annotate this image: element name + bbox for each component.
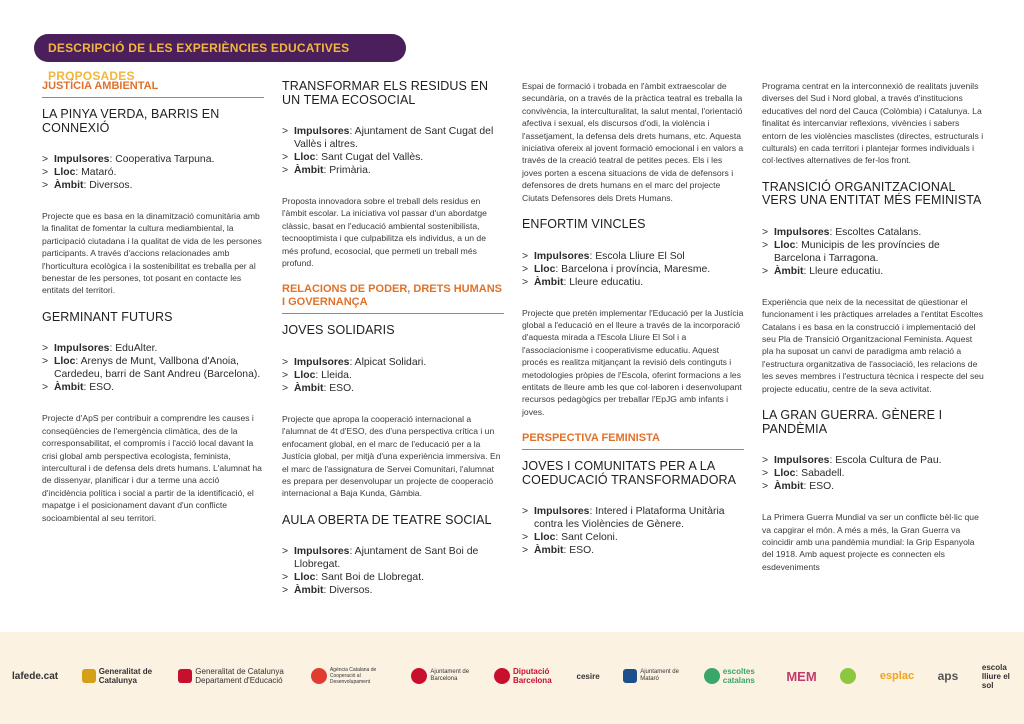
logo-accd bbox=[311, 667, 388, 685]
promoters-item bbox=[522, 505, 744, 531]
place-label: Lloc bbox=[294, 152, 316, 163]
partner-logos bbox=[12, 660, 1016, 692]
promoters-label: Impulsores bbox=[294, 546, 350, 558]
place-label: Lloc bbox=[774, 239, 796, 251]
experience-description: Projecte que apropa la cooperació internacional a l'alumnat de 4t d'ESO, des d'una perspectiva crítica i un enfocament global, en el marc de l'educació per a la Justícia global, per mitjà d'una experiència immersiva. En el marc de l'assignatura de Servei Comunitari, l'alumnat es prepara per desenvolupar un projecte de cooperació internacional a Baja Kunda, Gàmbia. bbox=[282, 413, 501, 499]
experience-la-pinya-verda bbox=[42, 108, 264, 297]
scope-value: : ESO. bbox=[563, 545, 595, 557]
place-label: Lloc bbox=[54, 167, 76, 178]
column-1 bbox=[42, 80, 264, 538]
place-label: Lloc bbox=[294, 572, 316, 584]
logo-text: Generalitat de Catalunya bbox=[98, 667, 153, 685]
promoters-label: Impulsores bbox=[294, 356, 350, 368]
promoters-value: : Cooperativa Tarpuna. bbox=[109, 154, 215, 165]
accd-icon bbox=[311, 668, 327, 684]
promoters-value: : Ajuntament de Sant Cugat del Vallès i altres. bbox=[294, 126, 494, 150]
scope-label: Àmbit bbox=[54, 180, 84, 191]
experience-joves-comunitats bbox=[522, 460, 744, 557]
scope-label: Àmbit bbox=[294, 585, 324, 597]
scope-value: : Lleure educatiu. bbox=[803, 265, 884, 277]
scope-label: Àmbit bbox=[294, 382, 324, 394]
logo-text: aps bbox=[937, 668, 959, 683]
scope-item bbox=[282, 382, 504, 395]
promoters-item bbox=[762, 454, 984, 467]
promoters-label: Impulsores bbox=[294, 126, 350, 137]
logo-generalitat bbox=[82, 667, 155, 685]
scope-label: Àmbit bbox=[774, 265, 804, 277]
column-3 bbox=[522, 80, 744, 575]
logo-text: lafede.cat bbox=[12, 670, 59, 682]
experience-title: GERMINANT FUTURS bbox=[42, 309, 173, 324]
logo-lafede bbox=[12, 672, 58, 681]
experience-title: AULA OBERTA DE TEATRE SOCIAL bbox=[282, 512, 492, 527]
place-item bbox=[522, 263, 744, 276]
experience-meta bbox=[282, 356, 504, 395]
scope-value: : Lleure educatiu. bbox=[563, 276, 644, 288]
place-value: : Lleida. bbox=[315, 369, 352, 381]
place-item bbox=[42, 355, 264, 381]
promoters-value: : Escoltes Catalans. bbox=[829, 226, 922, 238]
logo-cesire bbox=[577, 672, 600, 681]
experience-title: TRANSICIÓ ORGANITZACIONAL VERS UNA ENTITAT MÉS FEMINISTA bbox=[762, 179, 982, 208]
scope-label: Àmbit bbox=[774, 481, 804, 493]
promoters-label: Impulsores bbox=[774, 455, 830, 467]
diputacio-icon bbox=[494, 668, 510, 684]
place-item bbox=[522, 531, 744, 544]
place-value: : Barcelona i província, Maresme. bbox=[555, 263, 711, 275]
experience-meta bbox=[762, 454, 984, 493]
experience-description: Projecte d'ApS per contribuir a comprendre les causes i conseqüències de l'emergència climàtica, des de la corresponsabilitat, el compromís i l'acció local davant la crisi global amb perspectiva ecologista, feminista, intercultural i de defensa dels drets humans. L'alumnat ha de dissenyar, planificar i dur a terme una acció d'incidència política i social a partir de la identificació, el mapatge i el posicionament davant d'un conflicte socioambiental al seu territori. bbox=[42, 413, 262, 523]
place-value: : Sant Cugat del Vallès. bbox=[315, 152, 424, 163]
logo-escoltes bbox=[704, 667, 763, 685]
experience-description: Projecte que es basa en la dinamització comunitària amb la finalitat de fomentar la cultura mediambiental, la participació ciutadana i la qualitat de vida de les persones participants. A través d'accions relacionades amb l'horticultura ecològica i la sostenibilitat es treballa per al benestar de les persones, tot posant en contacte les entitats del territori. bbox=[42, 211, 262, 296]
experience-description-continued: Espai de formació i trobada en l'àmbit extraescolar de secundària, on a través de la pràctica teatral es treballa la convivència, la interculturalitat, la salut mental, l'orientació afectiva i sexual, els discursos d'odi, la violència i l'assetjament, la defensa dels drets humans, etc. Aquesta iniciativa ofereix al jovent formació emocional i en valors a través de la creació teatral de petites peces. Els i les joves porten a escena situacions de vida de defensors i defensores de drets humans en el marc del projecte Ciutats Defensores dels Drets Humans. bbox=[522, 81, 744, 203]
experience-enfortim-vincles bbox=[522, 218, 744, 418]
experience-description: Projecte que pretén implementar l'Educació per la Justícia global a l'educació en el lleure a través de la incorporació d'aquesta mirada a l'Escola Lliure El Sol i a l'associacionisme i cooperativisme educatiu. Aquest procés es realitza mitjançant la revisió dels continguts i metodologies pròpies de l'Escola, oferint formacions a les entitats de lleure amb les que col·laboren i desenvolupant recursos pedagògics per treballar l'EpJG amb infants i joves. bbox=[522, 307, 744, 417]
experience-germinant-futurs bbox=[42, 311, 264, 524]
place-label: Lloc bbox=[54, 356, 76, 368]
logo-text: Generalitat de Catalunya Departament d'Educació bbox=[195, 667, 284, 685]
experience-transicio-organitzacional bbox=[762, 181, 984, 395]
section-heading: PERSPECTIVA FEMINISTA bbox=[522, 432, 744, 450]
promoters-item bbox=[282, 356, 504, 369]
shield-icon bbox=[623, 669, 637, 683]
place-label: Lloc bbox=[774, 468, 796, 480]
experience-description: Experiència que neix de la necessitat de qüestionar el funcionament i les pràctiques arrelades a l'entitat Escoltes Catalans i es basa en la construcció i implementació del seu Pla de Transició Organitzacional Feminista. Aquest pla ha suposat un canvi de paradigma amb relació a l'estructura organitzativa de l'associació, les relacions de les seves membres i l'estructura tècnica i respecte del seu projecte educatiu, centre de la seva activitat. bbox=[762, 296, 984, 394]
logo-text: esplac bbox=[879, 669, 915, 682]
scope-item bbox=[282, 584, 504, 597]
logo-departament-educacio bbox=[178, 667, 287, 685]
flower-icon bbox=[840, 668, 856, 684]
place-label: Lloc bbox=[534, 532, 556, 544]
experience-meta bbox=[282, 125, 504, 177]
logo-text: Agència Catalana de Cooperació al Desenvolupament bbox=[329, 667, 377, 685]
place-value: : Municipis de les províncies de Barcelona i Tarragona. bbox=[774, 239, 940, 264]
experience-meta bbox=[282, 545, 504, 597]
scope-item bbox=[762, 480, 984, 493]
section-heading: RELACIONS DE PODER, DRETS HUMANS I GOVERNANÇA bbox=[282, 283, 504, 314]
promoters-item bbox=[282, 125, 504, 151]
logo-text: Ajuntament de Barcelona bbox=[430, 669, 470, 682]
place-value: : Arenys de Munt, Vallbona d'Anoia, Cardedeu, barri de Sant Andreu (Barcelona). bbox=[54, 356, 261, 381]
experience-title: ENFORTIM VINCLES bbox=[522, 217, 646, 232]
column-4 bbox=[762, 80, 984, 587]
scope-value: : Primària. bbox=[323, 165, 371, 176]
scope-value: : Diversos. bbox=[83, 180, 133, 191]
scope-value: : ESO. bbox=[83, 382, 115, 394]
flag-icon bbox=[82, 669, 96, 683]
promoters-label: Impulsores bbox=[774, 226, 830, 238]
experience-aula-oberta bbox=[282, 514, 504, 598]
promoters-value: : EduAlter. bbox=[109, 343, 158, 355]
scope-value: : ESO. bbox=[323, 382, 355, 394]
experience-meta bbox=[522, 505, 744, 557]
experience-title: JOVES I COMUNITATS PER A LA COEDUCACIÓ TRANSFORMADORA bbox=[522, 459, 737, 487]
experience-transformar-residus bbox=[282, 80, 504, 269]
promoters-value: : Alpicat Solidari. bbox=[349, 356, 427, 368]
scope-item bbox=[42, 381, 264, 394]
promoters-item bbox=[282, 545, 504, 571]
logo-cultura-pau bbox=[840, 668, 856, 684]
experience-title: JOVES SOLIDARIS bbox=[282, 323, 395, 338]
scope-label: Àmbit bbox=[534, 276, 564, 288]
flag-icon bbox=[178, 669, 192, 683]
promoters-item bbox=[762, 226, 984, 239]
place-value: : Sabadell. bbox=[795, 468, 845, 480]
logo-escola-lliure-el-sol bbox=[982, 663, 1016, 690]
promoters-label: Impulsores bbox=[54, 343, 110, 355]
experience-meta bbox=[42, 342, 264, 394]
experience-description: La Primera Guerra Mundial va ser un conflicte bèl·lic que va capgirar el món. A més a més, la Gran Guerra va coincidir amb una pandèmia mundial: la Grip Espanyola del 1918. Amb aquest projecte es connecten els esdeveniments bbox=[762, 512, 979, 572]
promoters-label: Impulsores bbox=[534, 506, 590, 518]
scope-label: Àmbit bbox=[534, 545, 564, 557]
place-item bbox=[282, 571, 504, 584]
scope-item bbox=[522, 544, 744, 557]
place-item bbox=[762, 239, 984, 265]
promoters-label: Impulsores bbox=[54, 154, 110, 165]
promoters-item bbox=[522, 250, 744, 263]
scope-item bbox=[282, 164, 504, 177]
scope-label: Àmbit bbox=[54, 382, 84, 394]
scope-item bbox=[522, 276, 744, 289]
logo-ajuntament-mataro bbox=[623, 669, 680, 683]
place-item bbox=[762, 467, 984, 480]
logo-ajuntament-barcelona bbox=[411, 668, 470, 684]
experience-title: LA GRAN GUERRA. GÈNERE I PANDÈMIA bbox=[762, 408, 943, 436]
scope-value: : ESO. bbox=[803, 481, 835, 493]
logo-diputacio bbox=[494, 667, 553, 685]
experience-title: TRANSFORMAR ELS RESIDUS EN UN TEMA ECOSOCIAL bbox=[282, 79, 489, 107]
escoltes-icon bbox=[704, 668, 720, 684]
promoters-value: : Escola Cultura de Pau. bbox=[829, 455, 942, 467]
scope-item bbox=[42, 179, 264, 192]
promoters-label: Impulsores bbox=[534, 250, 590, 262]
logo-text: cesire bbox=[576, 671, 600, 681]
experience-meta bbox=[762, 226, 984, 278]
promoters-item bbox=[42, 342, 264, 355]
experience-joves-solidaris bbox=[282, 324, 504, 499]
page-banner: DESCRIPCIÓ DE LES EXPERIÈNCIES EDUCATIVES PROPOSADES bbox=[34, 34, 406, 62]
place-label: Lloc bbox=[294, 369, 316, 381]
scope-item bbox=[762, 265, 984, 278]
place-item bbox=[282, 151, 504, 164]
logo-text: Diputació Barcelona bbox=[512, 667, 552, 685]
promoters-item bbox=[42, 153, 264, 166]
experience-la-gran-guerra bbox=[762, 409, 984, 573]
promoters-value: : Escola Lliure El Sol bbox=[589, 250, 685, 262]
place-item bbox=[42, 166, 264, 179]
logo-text: Ajuntament de Mataró bbox=[640, 669, 679, 682]
logo-text: MEM bbox=[786, 668, 817, 684]
logo-esplac bbox=[879, 669, 915, 682]
place-value: : Sant Celoni. bbox=[555, 532, 618, 544]
logo-text: escoltes catalans bbox=[722, 667, 755, 685]
promoters-value: : Ajuntament de Sant Boi de Llobregat. bbox=[294, 546, 479, 571]
experience-meta bbox=[522, 250, 744, 289]
place-label: Lloc bbox=[534, 263, 556, 275]
experience-description: Proposta innovadora sobre el treball dels residus en l'àmbit escolar. La iniciativa vol passar d'un abordatge clàssic, basat en l'educació ambiental sostenibilista, tecnooptimista i que culpabilitza els individus, a un de més profund, ecosocial, que permeti un treball més profund. bbox=[282, 196, 487, 269]
place-item bbox=[282, 369, 504, 382]
logo-text: escola lliure el sol bbox=[981, 662, 1010, 690]
place-value: : Mataró. bbox=[75, 167, 117, 178]
logo-aps bbox=[937, 668, 959, 683]
place-value: : Sant Boi de Llobregat. bbox=[315, 572, 424, 584]
column-2 bbox=[282, 80, 504, 615]
promoters-value: : Intered i Plataforma Unitària contra les Violències de Gènere. bbox=[534, 506, 725, 531]
experience-title: LA PINYA VERDA, BARRIS EN CONNEXIÓ bbox=[42, 107, 220, 135]
shield-icon bbox=[411, 668, 427, 684]
experience-description-continued: Programa centrat en la interconnexió de realitats juvenils diverses del Sud i Nord global, a través d'institucions educatives del nord del Cauca (Colòmbia) i Catalunya. La finalitat és intercanviar reflexions, vivències i sabers entorn de les violències masclistes (directes, estructurals i culturals) en cada territori i plantejar formes individuals i col·lectives alternatives de fer-los front. bbox=[762, 81, 984, 166]
scope-label: Àmbit bbox=[294, 165, 324, 176]
logo-mem bbox=[786, 668, 817, 684]
scope-value: : Diversos. bbox=[323, 585, 373, 597]
experience-meta bbox=[42, 153, 264, 192]
section-heading: JUSTÍCIA AMBIENTAL bbox=[42, 80, 264, 98]
